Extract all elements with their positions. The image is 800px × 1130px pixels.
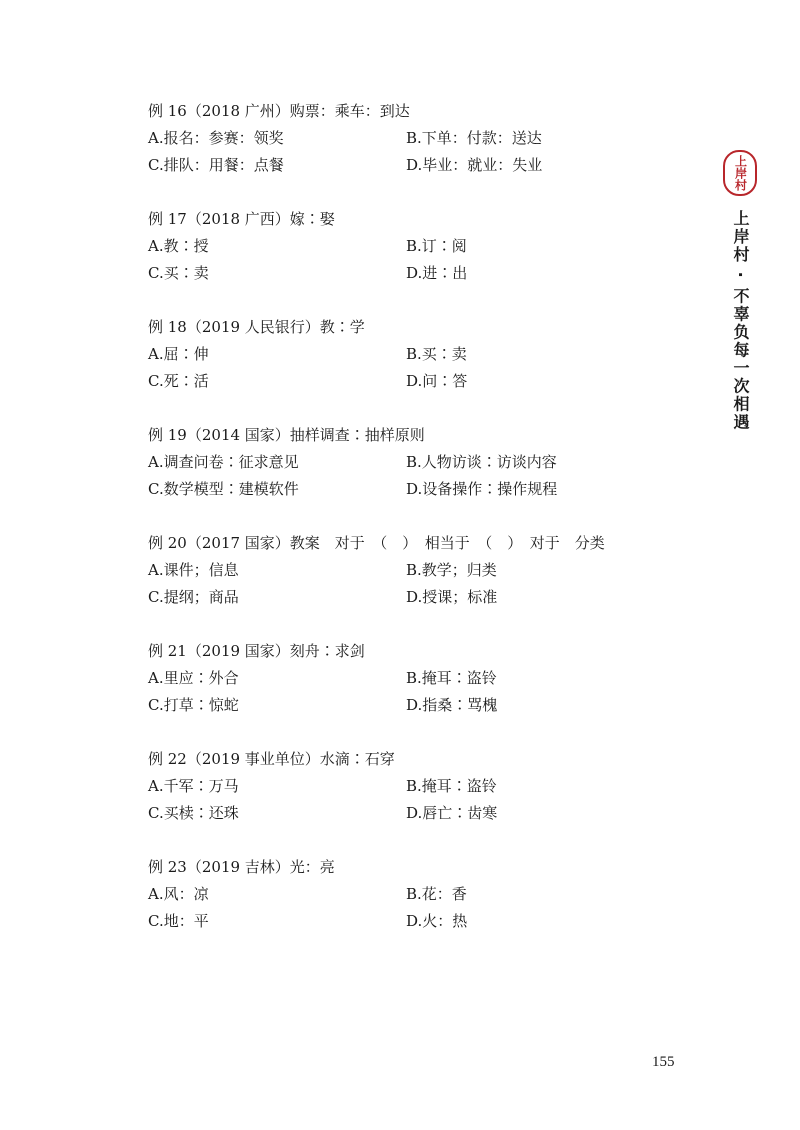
option-a: A.报名：参赛：领奖 bbox=[148, 129, 284, 147]
option-d: D.进∶出 bbox=[406, 264, 468, 282]
options-row bbox=[148, 233, 708, 260]
option-b: B.教学；归类 bbox=[406, 561, 497, 579]
option-c: C.买∶卖 bbox=[148, 264, 209, 282]
example-16 bbox=[148, 98, 708, 206]
options-row bbox=[148, 881, 708, 908]
option-d: D.毕业：就业：失业 bbox=[406, 156, 543, 174]
option-d: D.指桑∶骂槐 bbox=[406, 696, 498, 714]
option-c: C.排队：用餐：点餐 bbox=[148, 156, 284, 174]
example-list bbox=[148, 98, 708, 962]
options-row bbox=[148, 368, 708, 395]
option-c: C.死∶活 bbox=[148, 372, 209, 390]
example-21 bbox=[148, 638, 708, 746]
option-c: C.地：平 bbox=[148, 912, 209, 930]
option-b: B.掩耳∶盗铃 bbox=[406, 777, 497, 795]
options-row bbox=[148, 692, 708, 719]
option-b: B.花：香 bbox=[406, 885, 467, 903]
example-18 bbox=[148, 314, 708, 422]
option-a: A.风：凉 bbox=[148, 885, 209, 903]
example-17 bbox=[148, 206, 708, 314]
side-brand bbox=[721, 150, 761, 431]
options-row bbox=[148, 665, 708, 692]
question-text: 例 17（2018 广西）嫁∶娶 bbox=[148, 210, 335, 228]
option-a: A.教∶授 bbox=[148, 237, 209, 255]
example-20 bbox=[148, 530, 708, 638]
option-c: C.买椟∶还珠 bbox=[148, 804, 239, 822]
option-d: D.问∶答 bbox=[406, 372, 468, 390]
option-d: D.唇亡∶齿寒 bbox=[406, 804, 498, 822]
option-b: B.买∶卖 bbox=[406, 345, 467, 363]
option-b: B.人物访谈∶访谈内容 bbox=[406, 453, 557, 471]
question-text: 例 16（2018 广州）购票：乘车：到达 bbox=[148, 102, 410, 120]
options-row bbox=[148, 125, 708, 152]
options-row bbox=[148, 557, 708, 584]
brand-seal-logo: 上岸村 bbox=[723, 150, 757, 196]
option-a: A.屈∶伸 bbox=[148, 345, 209, 363]
example-22 bbox=[148, 746, 708, 854]
option-b: B.订∶阅 bbox=[406, 237, 467, 255]
option-a: A.调查问卷∶征求意见 bbox=[148, 453, 299, 471]
question-text: 例 20（2017 国家）教案 对于 （ ） 相当于 （ ） 对于 分类 bbox=[148, 534, 605, 552]
brand-slogan: 上岸村 · 不辜负每一次相遇 bbox=[731, 210, 750, 432]
options-row bbox=[148, 152, 708, 179]
option-c: C.打草∶惊蛇 bbox=[148, 696, 239, 714]
question-text: 例 22（2019 事业单位）水滴∶石穿 bbox=[148, 750, 395, 768]
option-c: C.提纲；商品 bbox=[148, 588, 239, 606]
option-a: A.千军∶万马 bbox=[148, 777, 239, 795]
option-b: B.下单：付款：送达 bbox=[406, 129, 542, 147]
options-row bbox=[148, 341, 708, 368]
options-row bbox=[148, 800, 708, 827]
option-d: D.设备操作∶操作规程 bbox=[406, 480, 558, 498]
option-d: D.火：热 bbox=[406, 912, 468, 930]
option-b: B.掩耳∶盗铃 bbox=[406, 669, 497, 687]
option-c: C.数学模型∶建模软件 bbox=[148, 480, 299, 498]
options-row bbox=[148, 260, 708, 287]
example-19 bbox=[148, 422, 708, 530]
example-23 bbox=[148, 854, 708, 962]
options-row bbox=[148, 449, 708, 476]
option-a: A.课件；信息 bbox=[148, 561, 239, 579]
question-text: 例 19（2014 国家）抽样调查∶抽样原则 bbox=[148, 426, 425, 444]
question-text: 例 18（2019 人民银行）教∶学 bbox=[148, 318, 365, 336]
options-row bbox=[148, 476, 708, 503]
option-a: A.里应∶外合 bbox=[148, 669, 239, 687]
options-row bbox=[148, 773, 708, 800]
option-d: D.授课；标准 bbox=[406, 588, 498, 606]
question-text: 例 23（2019 吉林）光：亮 bbox=[148, 858, 335, 876]
question-text: 例 21（2019 国家）刻舟∶求剑 bbox=[148, 642, 365, 660]
options-row bbox=[148, 908, 708, 935]
options-row bbox=[148, 584, 708, 611]
page-number: 155 bbox=[652, 1054, 675, 1070]
